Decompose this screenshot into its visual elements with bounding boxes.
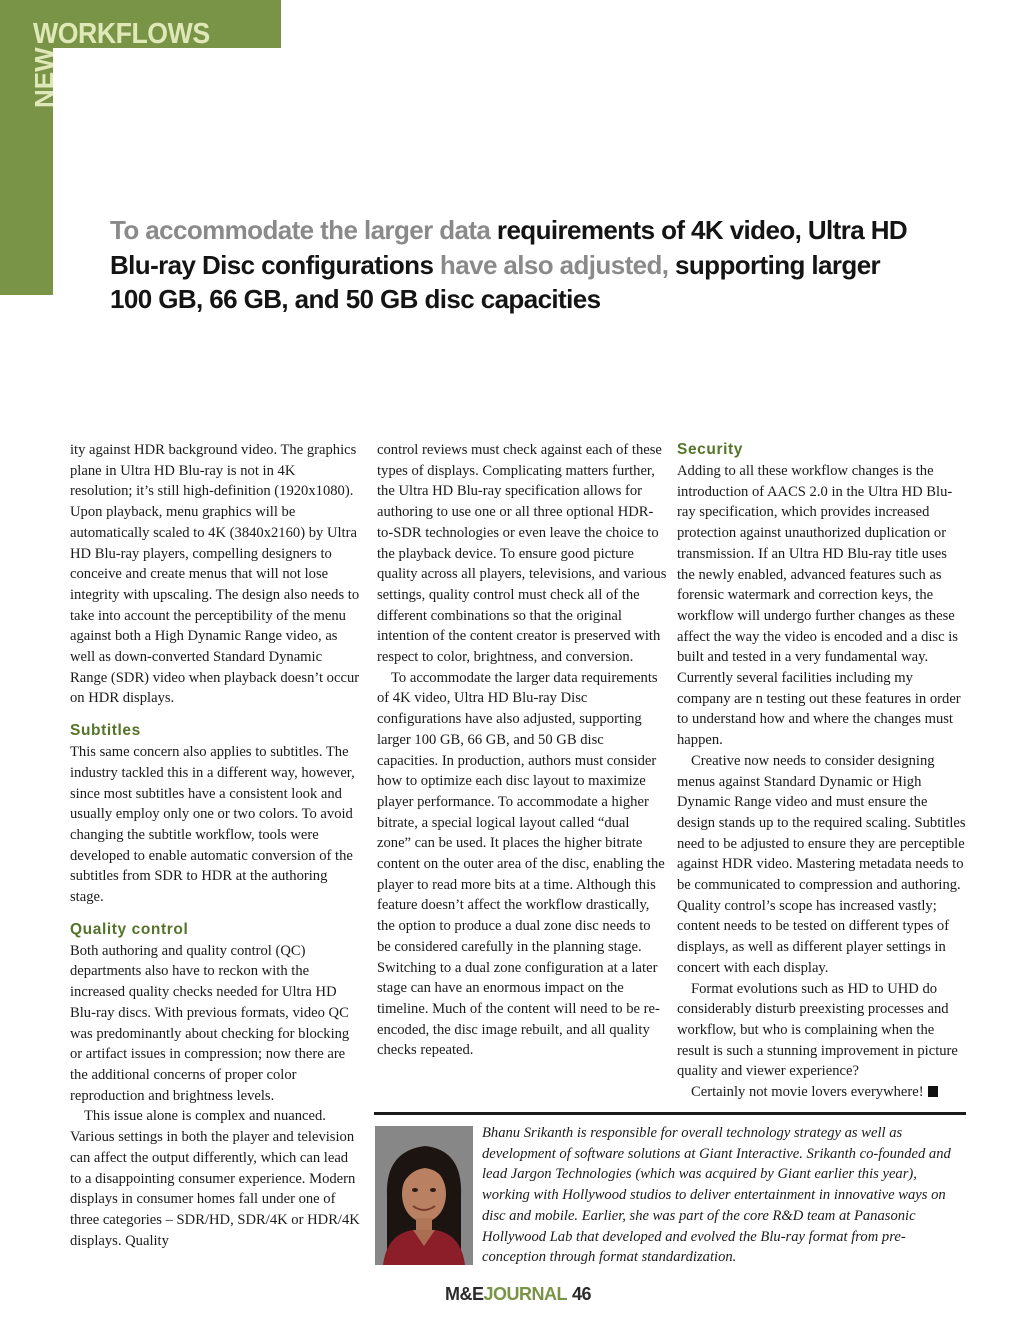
author-photo	[375, 1126, 473, 1265]
security-paragraph: Adding to all these workflow changes is the introduction of AACS 2.0 in the Ultra HD Blu-ray specification, which provides increased protection against unauthorized duplication or transmission. If an Ultra HD Blu-ray title uses the newly enabled, advanced features such as forensic watermark and correction keys, the workflow will undergo further changes as these affect the way the video is encoded and a disc is built and tested in a very fundamental way. Currently several facilities including my company are n testing out these features in order to understand how and where the changes must happen.	[677, 463, 961, 749]
closing-paragraph	[677, 1082, 967, 1103]
pull-quote-muted-1: To accommodate the larger data	[110, 215, 491, 245]
pull-quote-muted-2: have also adjusted,	[433, 249, 669, 280]
disc-capacity-paragraph: To accommodate the larger data requirements of 4K video, Ultra HD Blu-ray Disc configurations have also adjusted, supporting larger 100 GB, 66 GB, and 50 GB disc capacities. In production, authors must consider how to optimize each disc layout to maximize player performance. To accommodate a higher bitrate, a special logical layout called “dual zone” can be used. It places the higher bitrate content on the outer area of the disc, enabling the player to read more bits at a time. Although this feature doesn’t affect the workflow drastically, the option to produce a dual zone disc needs to be considered carefully in the planning stage. Switching to a dual zone configuration at a later stage can have an enormous impact on the timeline. Much of the content will need to be re-encoded, the disc image rebuilt, and all quality checks repeated.	[377, 669, 665, 1059]
footer-brand-prefix: M&E	[445, 1284, 484, 1304]
display-checks-paragraph: control reviews must check against each of these types of displays. Complicating matters further, the Ultra HD Blu-ray specification allows for authoring to use one or all three optional HDR-to-SDR technologies or even leave the choice to the playback device. To ensure good picture quality across all players, televisions, and various settings, quality control must check all of the different combinations so that the original intention of the content creator is preserved with respect to color, brightness, and conversion.	[377, 442, 667, 666]
end-of-article-mark	[928, 1086, 938, 1097]
bio-divider	[374, 1112, 966, 1115]
new-badge: NEW	[29, 47, 59, 108]
pull-quote-bold-2: supporting larger 100 GB, 66 GB, and 50 GB disc capacities	[110, 249, 881, 314]
quality-control-paragraph-2: This issue alone is complex and nuanced. Various settings in both the player and television can affect the output differently, which can lead to a disappointing consumer experience. Modern displays in consumer homes fall under one of three categories – SDR/HD, SDR/4K or HDR/4K displays. Quality	[70, 1108, 360, 1249]
section-title: WORKFLOWS	[33, 18, 210, 50]
security-heading: Security	[677, 441, 743, 458]
page-footer	[445, 1284, 591, 1305]
article-column-3	[677, 440, 967, 1103]
subtitles-paragraph: This same concern also applies to subtitles. The industry tackled this in a different way, however, since most subtitles have a consistent look and usually employ only one or two colors. To avoid changing the subtitle workflow, tools were developed to enable automatic conversion of the subtitles from SDR to HDR at the authoring stage.	[70, 744, 355, 906]
footer-brand-journal: JOURNAL	[483, 1284, 568, 1304]
author-portrait-icon	[375, 1126, 473, 1265]
format-evolution-paragraph: Format evolutions such as HD to UHD do considerably disturb preexisting processes and workflow, but who is complaining when the result is such a stunning improvement in picture quality and viewer experience?	[677, 980, 958, 1080]
pull-quote	[110, 213, 910, 317]
intro-paragraph: ity against HDR background video. The graphics plane in Ultra HD Blu-ray is not in 4K resolution; it’s still high-definition (1920x1080). Upon playback, menu graphics will be automatically scaled to 4K (3840x2160) by Ultra HD Blu-ray players, compelling designers to conceive and create menus that will not lose integrity with upscaling. The design also needs to take into account the perceptibility of the menu against both a High Dynamic Range video, as well as down-converted Standard Dynamic Range (SDR) video when playback doesn’t occur on HDR displays.	[70, 442, 360, 707]
subtitles-heading: Subtitles	[70, 722, 141, 740]
quality-control-heading: Quality control	[70, 920, 189, 938]
pull-quote-bold-1: requirements of 4K video, Ultra HD Blu-ray Disc configurations	[110, 215, 908, 280]
quality-control-paragraph-1: Both authoring and quality control (QC) departments also have to reckon with the increased quality checks needed for Ultra HD Blu-ray discs. With previous formats, video QC was predominantly about checking for blocking or artifact issues in compression; now there are the additional concerns of proper color reproduction and brightness levels.	[70, 942, 350, 1104]
creative-paragraph: Creative now needs to consider designing menus against Standard Dynamic or High Dynamic Range video and must ensure the design stands up to the required scaling. Subtitles need to be adjusted to ensure they are perceptible against HDR video. Mastering metadata needs to be communicated to compression and authoring. Quality control’s scope has increased vastly; content needs to be tested on different types of displays, as well as different player settings in concert with each display.	[677, 752, 966, 976]
author-bio: Bhanu Srikanth is responsible for overall technology strategy as well as development of software solutions at Giant Interactive. Srikanth co-founded and lead Jargon Technologies (which was acquired by Giant earlier this year), working with Hollywood studios to deliver entertainment in innovative ways on disc and mobile. Earlier, she was part of the core R&D team at Panasonic Hollywood Lab that developed and evolved the Blu-ray format from pre-conception through format standardization.	[482, 1125, 951, 1266]
page-number: 46	[572, 1284, 592, 1304]
closing-sentence: Certainly not movie lovers everywhere!	[691, 1084, 924, 1101]
article-column-1	[70, 440, 360, 1251]
article-column-2	[377, 440, 667, 1061]
